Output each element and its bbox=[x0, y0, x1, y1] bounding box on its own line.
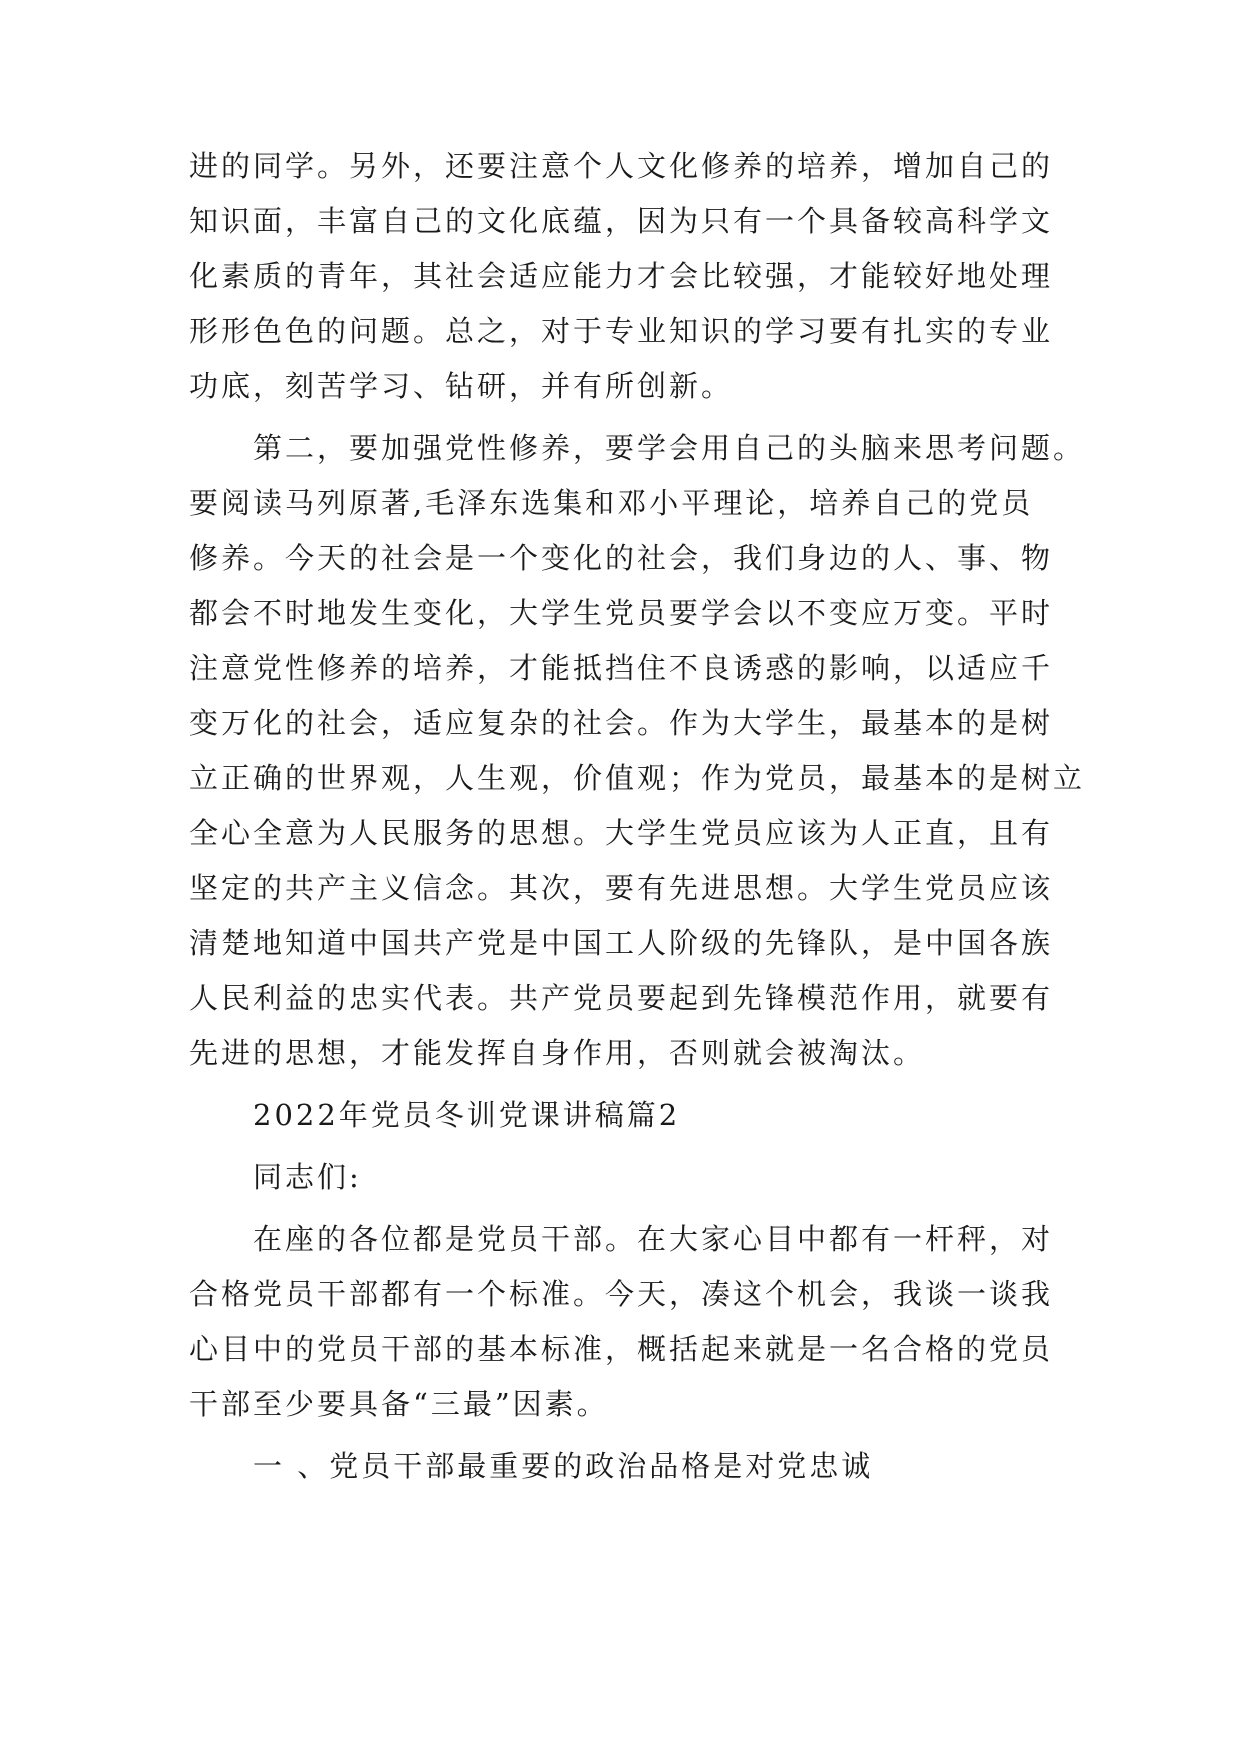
paragraph-line: 第二，要加强党性修养，要学会用自己的头脑来思考问题。 bbox=[253, 431, 1086, 465]
paragraph-line: 注意党性修养的培养，才能抵挡住不良诱惑的影响，以适应千 bbox=[189, 651, 1054, 685]
paragraph-line: 合格党员干部都有一个标准。今天，凑这个机会，我谈一谈我 bbox=[189, 1277, 1054, 1311]
paragraph-line: 心目中的党员干部的基本标准，概括起来就是一名合格的党员 bbox=[189, 1332, 1054, 1366]
paragraph-line: 人民利益的忠实代表。共产党员要起到先锋模范作用，就要有 bbox=[189, 981, 1054, 1015]
section-heading: 一 、党员干部最重要的政治品格是对党忠诚 bbox=[253, 1449, 874, 1483]
paragraph-line: 形形色色的问题。总之，对于专业知识的学习要有扎实的专业 bbox=[189, 314, 1054, 348]
paragraph-line: 都会不时地发生变化，大学生党员要学会以不变应万变。平时 bbox=[189, 596, 1054, 630]
paragraph-line: 知识面，丰富自己的文化底蕴，因为只有一个具备较高科学文 bbox=[189, 204, 1054, 238]
document-heading: 2022年党员冬训党课讲稿篇2 bbox=[253, 1098, 681, 1132]
paragraph-line: 修养。今天的社会是一个变化的社会，我们身边的人、事、物 bbox=[189, 541, 1054, 575]
paragraph-line: 坚定的共产主义信念。其次，要有先进思想。大学生党员应该 bbox=[189, 871, 1054, 905]
paragraph-line: 功底，刻苦学习、钻研，并有所创新。 bbox=[189, 369, 734, 403]
paragraph-line: 立正确的世界观，人生观，价值观；作为党员，最基本的是树立 bbox=[189, 761, 1086, 795]
paragraph-line: 进的同学。另外，还要注意个人文化修养的培养，增加自己的 bbox=[189, 149, 1054, 183]
paragraph-line: 干部至少要具备“三最”因素。 bbox=[189, 1387, 609, 1421]
paragraph-line: 要阅读马列原著,毛泽东选集和邓小平理论，培养自己的党员 bbox=[189, 486, 1034, 520]
salutation: 同志们: bbox=[253, 1160, 362, 1194]
paragraph-line: 在座的各位都是党员干部。在大家心目中都有一杆秤，对 bbox=[253, 1222, 1054, 1256]
paragraph-line: 清楚地知道中国共产党是中国工人阶级的先锋队，是中国各族 bbox=[189, 926, 1054, 960]
paragraph-line: 化素质的青年，其社会适应能力才会比较强，才能较好地处理 bbox=[189, 259, 1054, 293]
paragraph-line: 变万化的社会，适应复杂的社会。作为大学生，最基本的是树 bbox=[189, 706, 1054, 740]
paragraph-line: 先进的思想，才能发挥自身作用，否则就会被淘汰。 bbox=[189, 1036, 926, 1070]
paragraph-line: 全心全意为人民服务的思想。大学生党员应该为人正直，且有 bbox=[189, 816, 1054, 850]
